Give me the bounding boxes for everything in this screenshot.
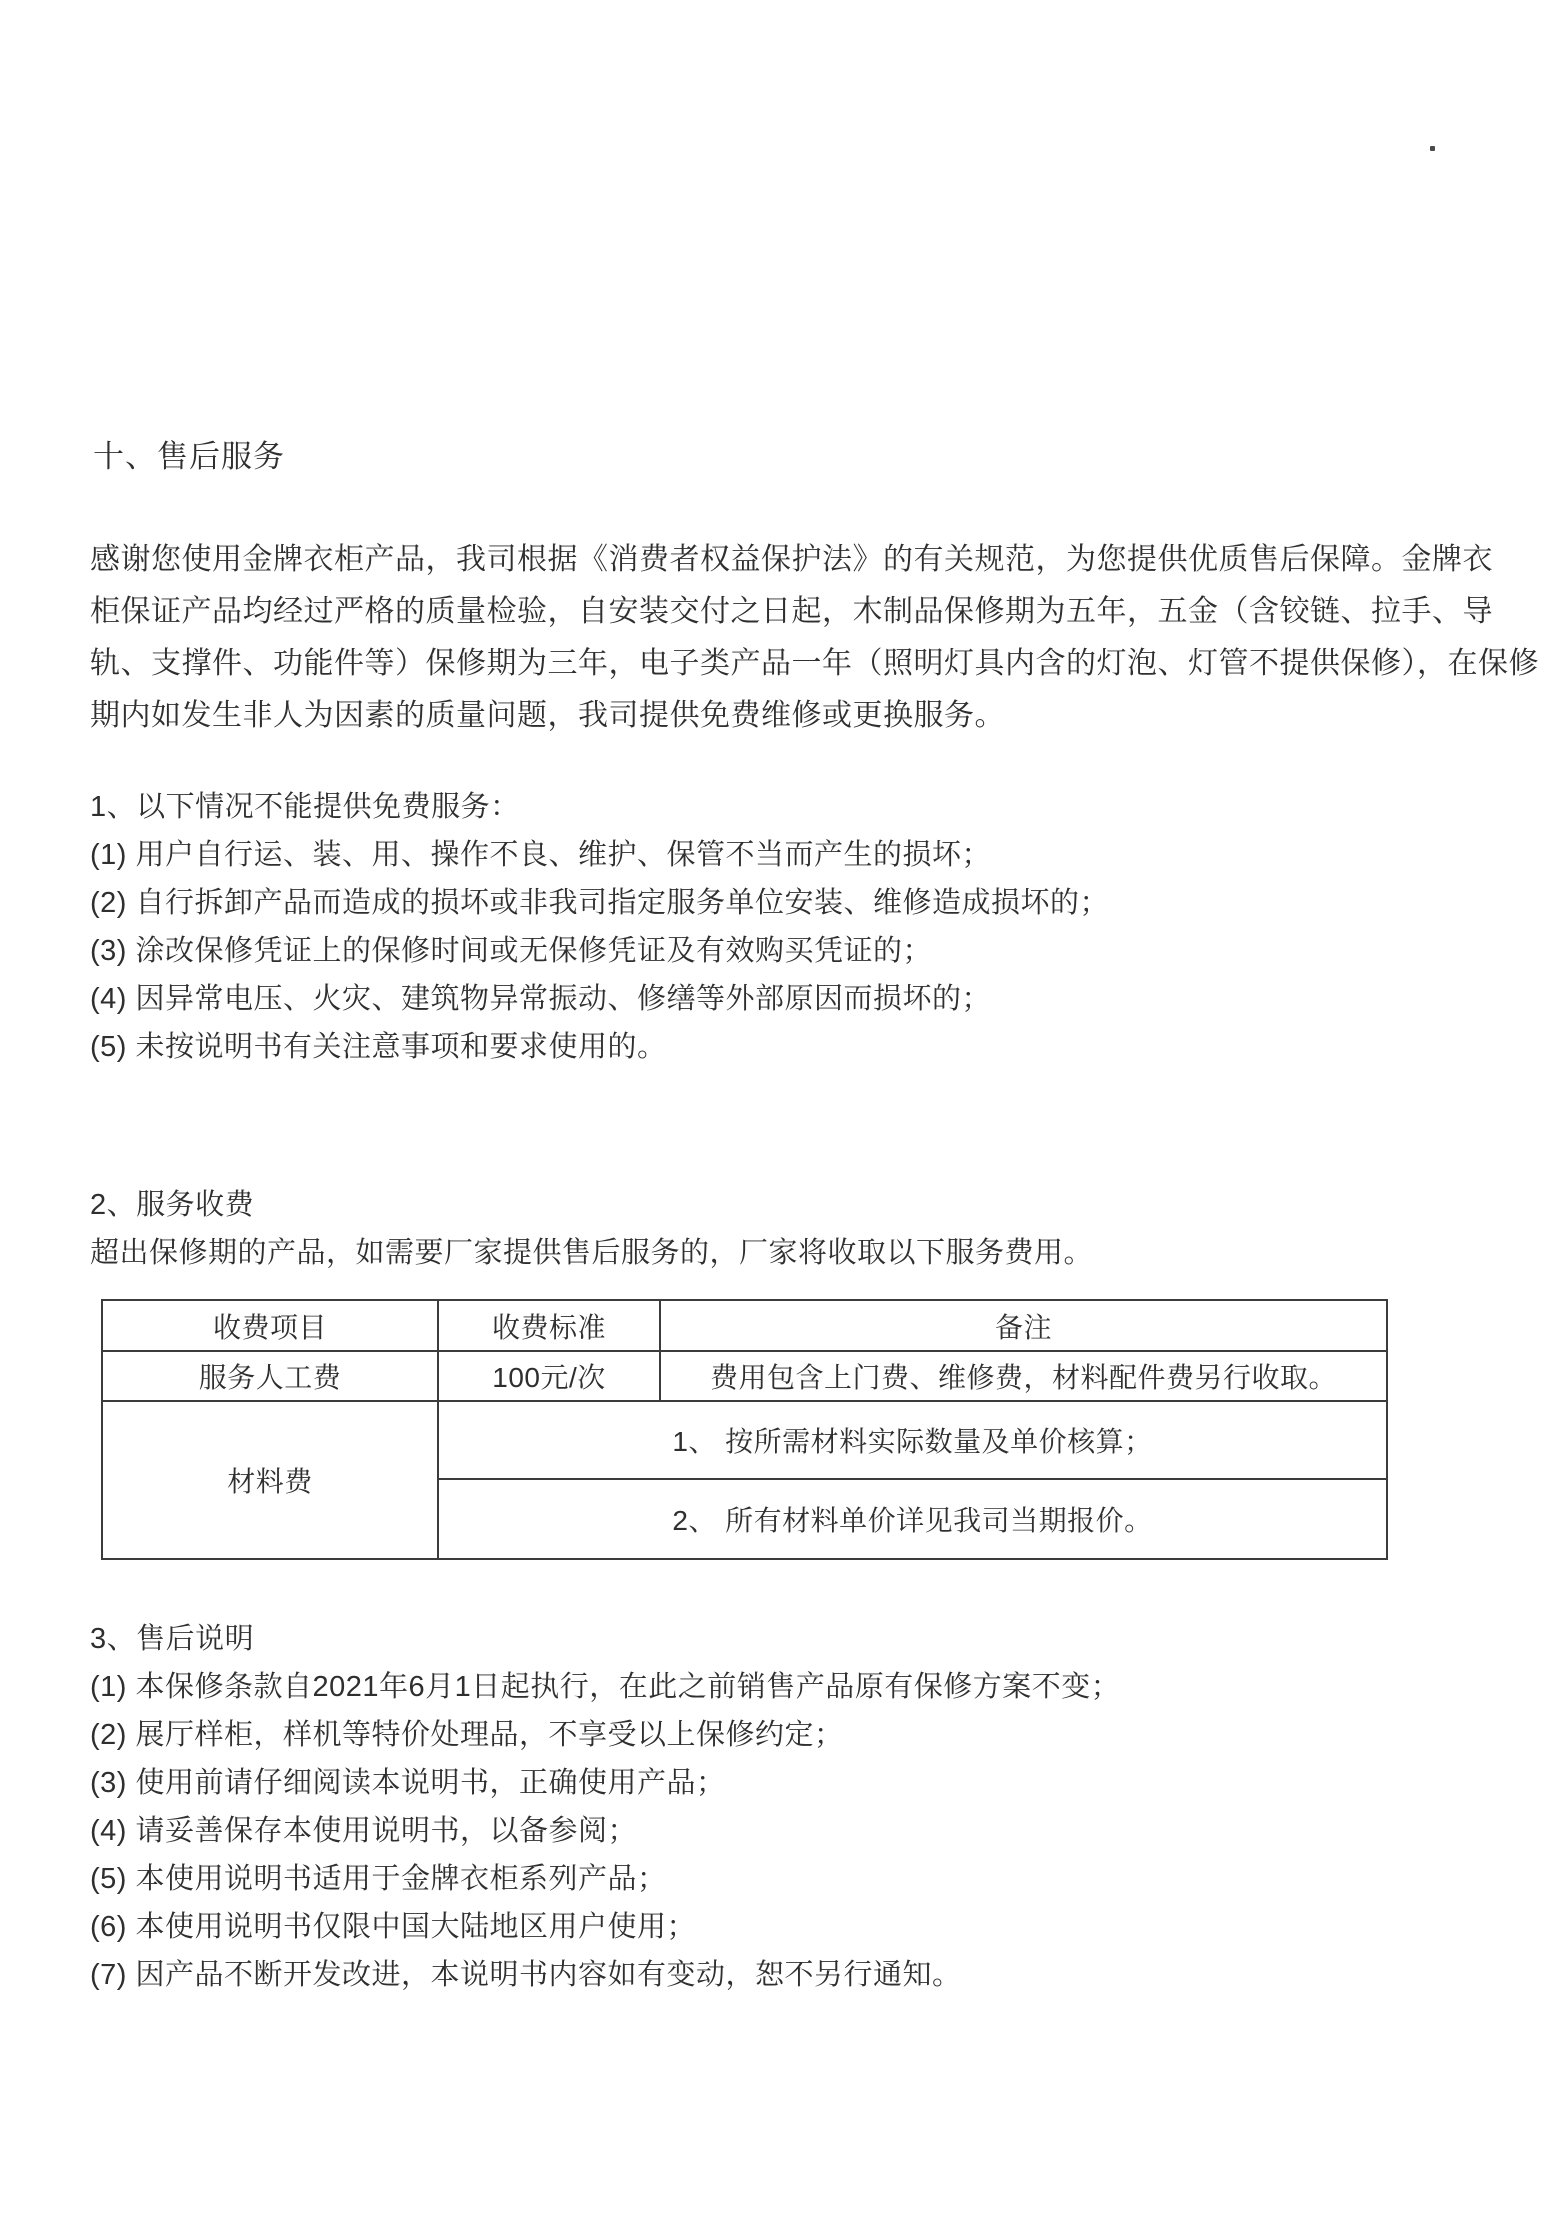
- cell-material-remark-2: 2、 所有材料单价详见我司当期报价。: [438, 1479, 1387, 1559]
- page-artifact-dot: [1430, 146, 1435, 151]
- list-item: (3) 涂改保修凭证上的保修时间或无保修凭证及有效购买凭证的；: [90, 935, 933, 967]
- intro-paragraph: [90, 534, 1539, 742]
- service-fee-table: [101, 1299, 1388, 1560]
- intro-line: 感谢您使用金牌衣柜产品，我司根据《消费者权益保护法》的有关规范，为您提供优质售后保障。金牌衣: [90, 543, 1493, 576]
- cell-labor-remark: 费用包含上门费、维修费，材料配件费另行收取。: [660, 1351, 1387, 1401]
- section2-heading: 2、服务收费: [90, 1189, 255, 1221]
- page-title: 十、售后服务: [93, 439, 285, 474]
- list-item: (7) 因产品不断开发改进，本说明书内容如有变动，恕不另行通知。: [90, 1959, 962, 1991]
- table-header-row: [102, 1300, 1387, 1351]
- cell-labor-item: 服务人工费: [102, 1351, 438, 1401]
- cell-material-remark-1: 1、 按所需材料实际数量及单价核算；: [438, 1401, 1387, 1479]
- section-service-fees: [90, 1181, 1093, 1277]
- list-item: (2) 展厅样柜，样机等特价处理品，不享受以上保修约定；: [90, 1719, 844, 1751]
- list-item: (6) 本使用说明书仅限中国大陆地区用户使用；: [90, 1911, 697, 1943]
- section1-heading: 1、以下情况不能提供免费服务：: [90, 791, 520, 823]
- section3-heading: 3、售后说明: [90, 1623, 255, 1655]
- section2-subtitle: 超出保修期的产品，如需要厂家提供售后服务的，厂家将收取以下服务费用。: [90, 1237, 1094, 1269]
- list-item: (2) 自行拆卸产品而造成的损坏或非我司指定服务单位安装、维修造成损坏的；: [90, 887, 1110, 919]
- header-remark: 备注: [660, 1300, 1387, 1351]
- intro-line: 轨、支撑件、功能件等）保修期为三年，电子类产品一年（照明灯具内含的灯泡、灯管不提供保修），在保修: [90, 647, 1539, 680]
- list-item: (1) 本保修条款自2021年6月1日起执行，在此之前销售产品原有保修方案不变；: [90, 1671, 1121, 1703]
- table-row-labor-fee: [102, 1351, 1387, 1401]
- list-item: (4) 因异常电压、火灾、建筑物异常振动、修缮等外部原因而损坏的；: [90, 983, 992, 1015]
- intro-line: 期内如发生非人为因素的质量问题，我司提供免费维修或更换服务。: [90, 699, 1005, 732]
- list-item: (5) 本使用说明书适用于金牌衣柜系列产品；: [90, 1863, 667, 1895]
- header-fee-standard: 收费标准: [438, 1300, 660, 1351]
- intro-line: 柜保证产品均经过严格的质量检验，自安装交付之日起，木制品保修期为五年，五金（含铰链、拉手、导: [90, 595, 1493, 628]
- cell-labor-standard: 100元/次: [438, 1351, 660, 1401]
- list-item: (5) 未按说明书有关注意事项和要求使用的。: [90, 1031, 667, 1063]
- list-item: (1) 用户自行运、装、用、操作不良、维护、保管不当而产生的损坏；: [90, 839, 992, 871]
- section-free-service-exclusions: [90, 783, 1109, 1071]
- table-row-material-fee-1: [102, 1401, 1387, 1479]
- list-item: (4) 请妥善保存本使用说明书，以备参阅；: [90, 1815, 638, 1847]
- header-fee-item: 收费项目: [102, 1300, 438, 1351]
- section-after-sales-notes: [90, 1615, 1120, 1999]
- list-item: (3) 使用前请仔细阅读本说明书，正确使用产品；: [90, 1767, 726, 1799]
- cell-material-item: 材料费: [102, 1401, 438, 1559]
